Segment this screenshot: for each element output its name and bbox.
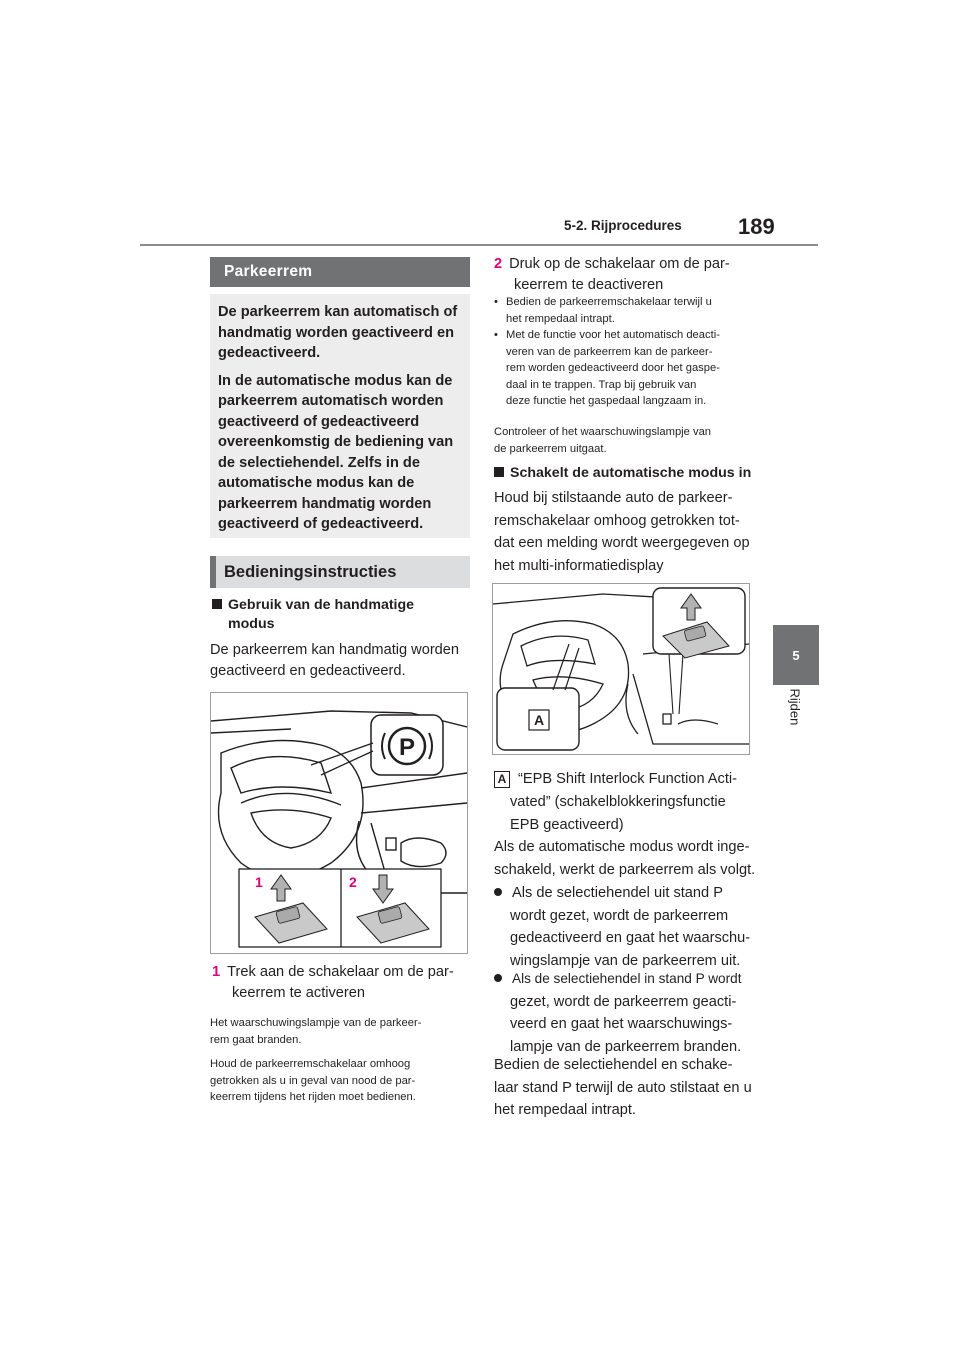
intro-paragraph-2: In de automatische modus kan de parkeerrem automatisch worden geactiveerd of gedeactiveerd overeenkomstig de bediening van de selectiehendel. Zelfs in de automatische modus kan de parkeerrem handmatig worden geactiveerd of gedeactiveerd. <box>218 372 454 532</box>
callout-a-caption: A “EPB Shift Interlock Function Acti- vated” (schakelblokkeringsfunctie EPB geactiveerd) <box>494 768 756 837</box>
figure-auto-mode <box>492 583 750 755</box>
manual-mode-heading: Gebruik van de handmatige modus <box>212 596 470 634</box>
intro-text <box>218 302 466 542</box>
auto-mode-bullet-2: Als de selectiehendel in stand P wordt gezet, wordt de parkeerrem geacti- veerd en gaat het waarschuwings- lampje van de parkeerrem branden. <box>494 968 756 1058</box>
page-number: 189 <box>738 214 775 239</box>
intro-paragraph-1: De parkeerrem kan automatisch of handmatig worden geactiveerd en gedeactiveerd. <box>218 304 458 361</box>
step-2-bullets: • Bedien de parkeerremschakelaar terwijl u het rempedaal intrapt. • Met de functie voor het automatisch deacti- veren van de parkeerrem kan de parkeer- rem worden gedeactiveerd door het gaspe- daal in te trappen. Trap bij gebruik van deze functie het gaspedaal langzaam in. <box>494 296 720 407</box>
closing-paragraph: Bedien de selectiehendel en schake- laar stand P terwijl de auto stilstaat en u het rempedaal intrapt. <box>494 1057 752 1118</box>
auto-mode-body: Houd bij stilstaande auto de parkeer- remschakelaar omhoog getrokken tot- dat een melding wordt weergegeven op het multi-informatiedisplay <box>494 490 750 574</box>
heading-square-icon <box>212 599 222 609</box>
dashboard-illustration <box>211 693 467 953</box>
auto-mode-bullet-1: Als de selectiehendel uit stand P wordt gezet, wordt de parkeerrem gedeactiveerd en gaat het waarschu- wingslampje van de parkeerrem uit. <box>494 882 756 972</box>
callout-a-label: A <box>494 771 510 788</box>
note-2: Houd de parkeerremschakelaar omhoog getrokken als u in geval van nood de par- keerrem tijdens het rijden moet bedienen. <box>210 1058 416 1103</box>
dashboard-illustration-auto <box>493 584 749 754</box>
bullet-dot <box>494 888 502 896</box>
section-title: Parkeerrem <box>210 257 470 287</box>
chapter-tab-label: Rijden <box>787 688 803 726</box>
figure-manual-mode <box>210 692 468 954</box>
step-2: 2 Druk op de schakelaar om de par- keerrem te deactiveren <box>494 256 730 293</box>
note-3: Controleer of het waarschuwingslampje van de parkeerrem uitgaat. <box>494 426 712 455</box>
step-1: 1 Trek aan de schakelaar om de par- keerrem te activeren <box>212 964 454 1001</box>
manual-mode-body: De parkeerrem kan handmatig worden geactiveerd en gedeactiveerd. <box>210 642 460 679</box>
figure-label-2: 2 <box>349 874 357 890</box>
figure-label-1: 1 <box>255 874 263 890</box>
parking-brake-symbol: P <box>398 734 416 761</box>
auto-mode-description: Als de automatische modus wordt inge- schakeld, werkt de parkeerrem als volgt. <box>494 839 756 878</box>
bullet-dot <box>494 974 502 982</box>
heading-square-icon <box>494 467 504 477</box>
subsection-title: Bedieningsinstructies <box>210 556 470 588</box>
note-1: Het waarschuwingslampje van de parkeer- rem gaat branden. <box>210 1017 422 1046</box>
auto-mode-heading: Schakelt de automatische modus in <box>494 464 756 483</box>
running-header-section: 5-2. Rijprocedures <box>564 218 682 233</box>
header-rule <box>140 244 818 246</box>
callout-a: A <box>533 712 545 728</box>
chapter-tab: 5 <box>773 625 819 685</box>
